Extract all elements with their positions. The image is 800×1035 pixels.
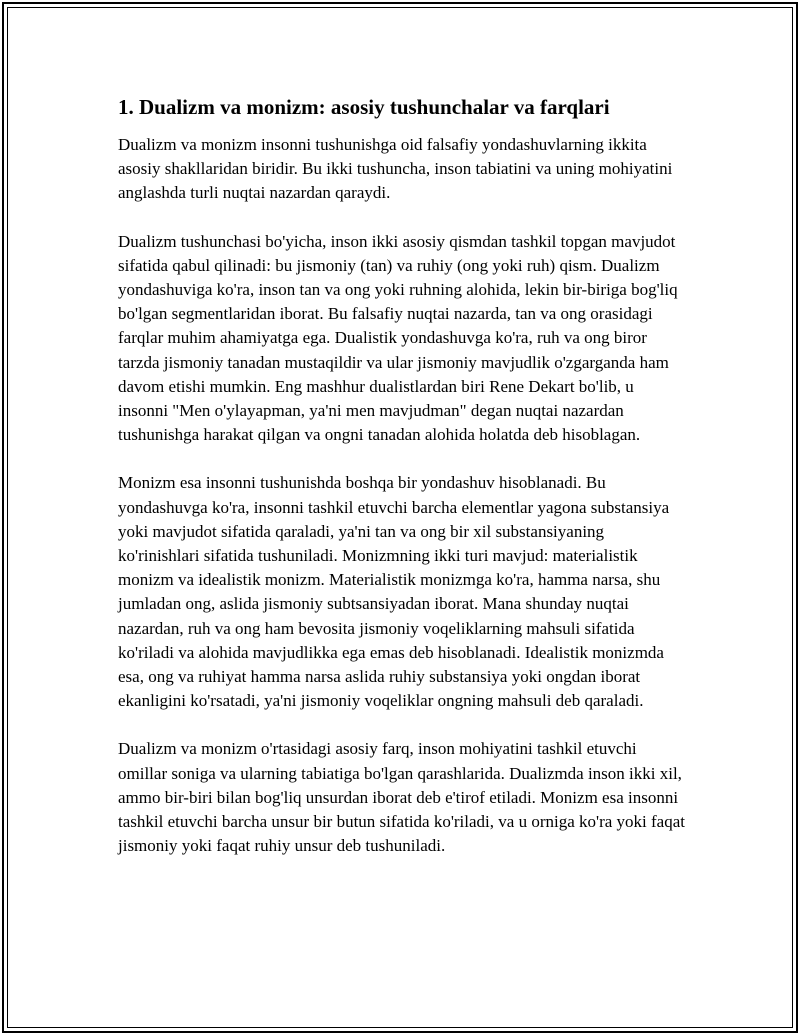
paragraph-intro: Dualizm va monizm insonni tushunishga oid falsafiy yondashuvlarning ikkita asosiy shakllaridan biridir. Bu ikki tushuncha, inson tabiatini va uning mohiyatini anglashda turli nuqtai nazardan qaraydi.: [118, 135, 673, 203]
section-heading: 1. Dualizm va monizm: asosiy tushunchalar va farqlari: [118, 95, 610, 119]
paragraph-monism: Monizm esa insonni tushunishda boshqa bir yondashuv hisoblanadi. Bu yondashuvga ko'ra, insonni tashkil etuvchi barcha elementlar yagona substansiya yoki mavjudot sifatida qaraladi, ya'ni tan va ong bir xil substansiyaning ko'rinishlari sifatida tushuniladi. Monizmning ikki turi mavjud: materialistik monizm va idealistik monizm. Materialistik monizmga ko'ra, hamma narsa, shu jumladan ong, aslida jismoniy subtsansiyadan iborat. Mana shunday nuqtai nazardan, ruh va ong ham bevosita jismoniy voqeliklarning mahsuli sifatida ko'riladi va alohida mavjudlikka ega emas deb hisoblanadi. Idealistik monizmda esa, ong va ruhiyat hamma narsa aslida ruhiy substansiya yoki ongdan iborat ekanligini ko'rsatadi, ya'ni jismoniy voqeliklar ongning mahsuli deb qaraladi.: [118, 473, 670, 711]
paragraph-dualism: Dualizm tushunchasi bo'yicha, inson ikki asosiy qismdan tashkil topgan mavjudot sifatida qabul qilinadi: bu jismoniy (tan) va ruhiy (ong yoki ruh) qism. Dualizm yondashuviga ko'ra, inson tan va ong yoki ruhning alohida, lekin bir-biriga bog'liq bo'lgan segmentlaridan iborat. Bu falsafiy nuqtai nazarda, tan va ong orasidagi farqlar muhim ahamiyatga ega. Dualistik yondashuvga ko'ra, ruh va ong biror tarzda jismoniy tanadan mustaqildir va ular jismoniy mavjudlik o'zgarganda ham davom etishi mumkin. Eng mashhur dualistlardan biri Rene Dekart bo'lib, u insonni "Men o'ylayapman, ya'ni men mavjudman" degan nuqtai nazardan tushunishga harakat qilgan va ongni tanadan alohida holatda deb hisoblagan.: [118, 231, 678, 445]
paragraph-difference: Dualizm va monizm o'rtasidagi asosiy farq, inson mohiyatini tashkil etuvchi omillar soniga va ularning tabiatiga bo'lgan qarashlarida. Dualizmda inson ikki xil, ammo bir-biri bilan bog'liq unsurdan iborat deb e'tirof etiladi. Monizm esa insonni tashkil etuvchi barcha unsur bir butun sifatida ko'riladi, va u orniga ko'ra yoki faqat jismoniy yoki faqat ruhiy unsur deb tushuniladi.: [118, 739, 685, 856]
document-body: [118, 93, 688, 882]
